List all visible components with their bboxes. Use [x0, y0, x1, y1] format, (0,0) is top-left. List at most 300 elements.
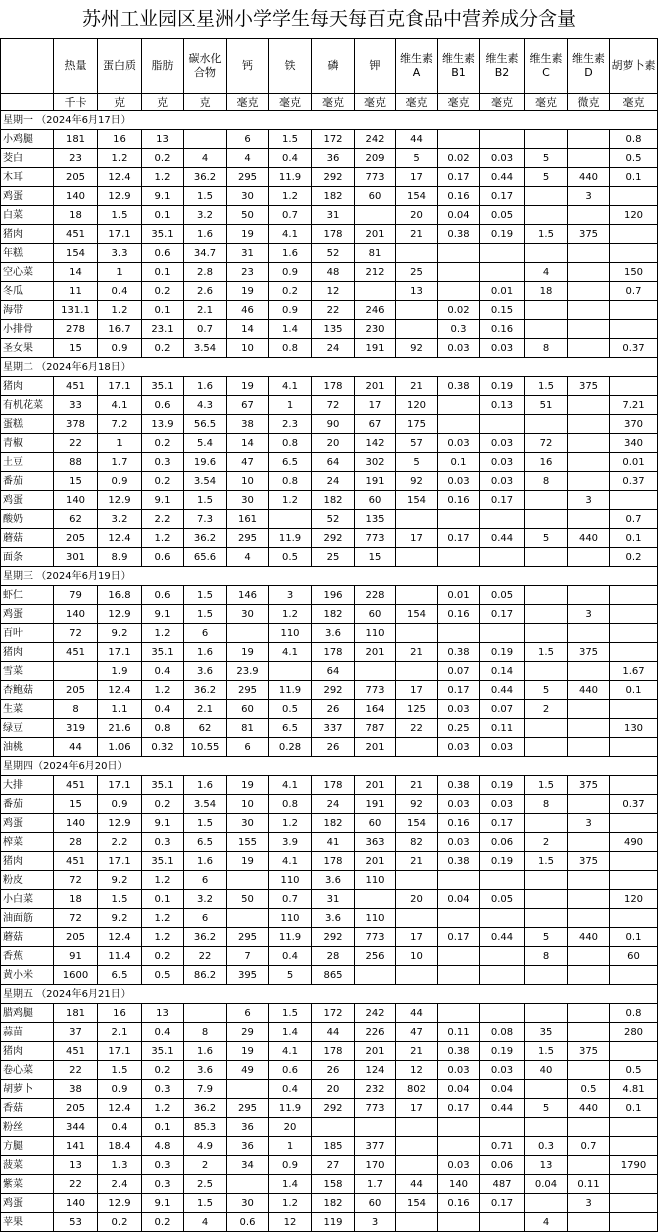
food-row: [1, 1194, 658, 1213]
nutrient-value: [610, 624, 658, 643]
nutrient-value: [480, 947, 525, 966]
nutrient-value: 13: [396, 282, 438, 301]
nutrient-value: 18: [54, 206, 98, 225]
nutrient-value: [610, 377, 658, 396]
food-name: 有机花菜: [1, 396, 54, 415]
nutrient-value: [355, 662, 396, 681]
nutrient-value: 3.54: [184, 795, 227, 814]
nutrient-value: 1.5: [525, 776, 568, 795]
nutrient-value: 1.5: [525, 852, 568, 871]
nutrient-value: 0.6: [142, 396, 184, 415]
nutrient-value: [610, 586, 658, 605]
nutrient-value: 4.1: [269, 643, 312, 662]
nutrient-value: 125: [396, 700, 438, 719]
food-name: 大排: [1, 776, 54, 795]
nutrient-value: 18: [525, 282, 568, 301]
nutrient-value: 29: [227, 1023, 269, 1042]
nutrient-value: 0.19: [480, 643, 525, 662]
nutrient-value: 0.8: [610, 1004, 658, 1023]
nutrient-value: 487: [480, 1175, 525, 1194]
nutrient-value: 17: [396, 681, 438, 700]
nutrient-value: 2.2: [142, 510, 184, 529]
nutrient-value: 0.7: [269, 890, 312, 909]
nutrient-value: [525, 871, 568, 890]
nutrient-value: 280: [610, 1023, 658, 1042]
nutrient-value: 41: [312, 833, 355, 852]
nutrient-value: 0.05: [480, 586, 525, 605]
nutrient-value: 40: [525, 1061, 568, 1080]
nutrient-value: 201: [355, 643, 396, 662]
nutrient-value: 44: [396, 130, 438, 149]
nutrient-value: 1.5: [269, 1004, 312, 1023]
nutrient-value: [568, 206, 610, 225]
nutrient-value: 0.04: [525, 1175, 568, 1194]
nutrient-value: [355, 890, 396, 909]
food-name: 海带: [1, 301, 54, 320]
nutrient-value: 3.6: [184, 1061, 227, 1080]
nutrient-value: 0.04: [438, 206, 480, 225]
nutrient-value: 36.2: [184, 1099, 227, 1118]
nutrient-value: 0.3: [142, 453, 184, 472]
food-row: [1, 225, 658, 244]
nutrient-value: 51: [525, 396, 568, 415]
unit-row: [1, 94, 658, 111]
food-name: 绿豆: [1, 719, 54, 738]
nutrient-value: 2.3: [269, 415, 312, 434]
nutrient-value: 0.03: [438, 339, 480, 358]
nutrient-value: 140: [54, 1194, 98, 1213]
nutrient-value: 0.9: [269, 301, 312, 320]
nutrient-value: [610, 1213, 658, 1232]
column-header: 铁: [269, 39, 312, 94]
nutrient-value: [480, 510, 525, 529]
nutrient-value: [480, 1213, 525, 1232]
unit-cell: 克: [184, 94, 227, 111]
food-row: [1, 548, 658, 567]
nutrient-value: 22: [184, 947, 227, 966]
nutrient-value: 0.16: [438, 187, 480, 206]
nutrient-value: 25: [312, 548, 355, 567]
nutrient-value: 62: [184, 719, 227, 738]
nutrient-value: [525, 738, 568, 757]
nutrient-value: 30: [227, 814, 269, 833]
nutrient-value: 0.37: [610, 472, 658, 491]
nutrient-value: 21: [396, 225, 438, 244]
nutrient-value: 0.6: [142, 244, 184, 263]
nutrient-value: 1.2: [269, 491, 312, 510]
nutrient-value: [568, 1023, 610, 1042]
nutrient-value: 82: [396, 833, 438, 852]
nutrient-value: 181: [54, 1004, 98, 1023]
nutrient-value: 0.03: [438, 434, 480, 453]
nutrient-value: 14: [227, 320, 269, 339]
nutrient-value: 0.38: [438, 776, 480, 795]
nutrient-value: [568, 244, 610, 263]
nutrient-value: 1.2: [269, 1194, 312, 1213]
nutrient-value: 0.5: [269, 548, 312, 567]
nutrient-value: 0.16: [480, 320, 525, 339]
food-name: 冬瓜: [1, 282, 54, 301]
unit-cell: 毫克: [396, 94, 438, 111]
food-name: 猪肉: [1, 852, 54, 871]
nutrient-value: 377: [355, 1137, 396, 1156]
nutrient-value: 7.9: [184, 1080, 227, 1099]
nutrient-value: 0.2: [142, 339, 184, 358]
food-name: 番茄: [1, 795, 54, 814]
nutrient-value: [568, 1118, 610, 1137]
nutrient-value: 0.17: [438, 1099, 480, 1118]
nutrient-value: 15: [54, 339, 98, 358]
food-row: [1, 453, 658, 472]
nutrient-value: 154: [396, 187, 438, 206]
nutrient-value: 1.2: [142, 871, 184, 890]
nutrient-value: 120: [396, 396, 438, 415]
nutrient-value: 12.9: [98, 187, 142, 206]
nutrient-value: 201: [355, 1042, 396, 1061]
day-label: 星期二 （2024年6月18日）: [1, 358, 658, 377]
nutrient-value: 16: [525, 453, 568, 472]
nutrient-value: 18: [54, 890, 98, 909]
day-label: 星期一 （2024年6月17日）: [1, 111, 658, 130]
nutrient-value: 0.19: [480, 1042, 525, 1061]
nutrient-value: 8.9: [98, 548, 142, 567]
column-header: 钾: [355, 39, 396, 94]
food-name: 蘑菇: [1, 928, 54, 947]
nutrient-value: 301: [54, 548, 98, 567]
nutrient-value: [227, 1175, 269, 1194]
nutrient-value: 12.9: [98, 1194, 142, 1213]
nutrient-value: 1.5: [184, 1194, 227, 1213]
nutrient-value: 17: [396, 1099, 438, 1118]
nutrient-value: 1.5: [525, 225, 568, 244]
food-name: 青椒: [1, 434, 54, 453]
nutrient-value: 67: [355, 415, 396, 434]
nutrient-value: 0.8: [269, 339, 312, 358]
food-row: [1, 814, 658, 833]
column-header: [1, 39, 54, 94]
nutrient-value: 12.4: [98, 529, 142, 548]
nutrient-value: [525, 719, 568, 738]
nutrient-value: [396, 662, 438, 681]
nutrient-value: 178: [312, 852, 355, 871]
nutrient-value: 11: [54, 282, 98, 301]
day-header-row: [1, 757, 658, 776]
food-name: 空心菜: [1, 263, 54, 282]
nutrient-value: 2.5: [184, 1175, 227, 1194]
nutrient-value: [610, 871, 658, 890]
food-row: [1, 206, 658, 225]
nutrient-value: [396, 624, 438, 643]
food-name: 百叶: [1, 624, 54, 643]
nutrient-value: 14: [227, 434, 269, 453]
nutrient-value: 81: [227, 719, 269, 738]
nutrient-value: 35: [525, 1023, 568, 1042]
nutrient-value: 0.8: [142, 719, 184, 738]
nutrient-value: 4: [525, 263, 568, 282]
nutrient-value: 21: [396, 776, 438, 795]
nutrient-value: 0.1: [610, 529, 658, 548]
nutrient-value: 201: [355, 738, 396, 757]
nutrient-value: 0.17: [438, 168, 480, 187]
nutrient-value: [568, 396, 610, 415]
nutrient-value: 6: [227, 130, 269, 149]
nutrient-value: 0.3: [438, 320, 480, 339]
column-header: 热量: [54, 39, 98, 94]
nutrient-value: 9.1: [142, 1194, 184, 1213]
nutrient-value: 0.03: [438, 700, 480, 719]
nutrient-value: [525, 301, 568, 320]
nutrient-value: 0.25: [438, 719, 480, 738]
nutrient-value: 205: [54, 928, 98, 947]
nutrient-value: 81: [355, 244, 396, 263]
nutrient-value: 24: [312, 472, 355, 491]
nutrient-value: 0.15: [480, 301, 525, 320]
nutrient-value: 0.7: [184, 320, 227, 339]
nutrient-value: 0.03: [480, 1061, 525, 1080]
nutrient-value: [438, 510, 480, 529]
nutrient-value: 34: [227, 1156, 269, 1175]
column-header: 维生素D: [568, 39, 610, 94]
nutrient-value: 135: [312, 320, 355, 339]
nutrient-value: 0.05: [480, 890, 525, 909]
nutrient-value: [610, 643, 658, 662]
nutrient-value: 0.2: [142, 947, 184, 966]
nutrient-value: [525, 966, 568, 985]
nutrient-value: [610, 1118, 658, 1137]
nutrient-value: 62: [54, 510, 98, 529]
nutrient-value: [525, 244, 568, 263]
food-row: [1, 1061, 658, 1080]
nutrient-value: [568, 719, 610, 738]
nutrient-value: [396, 1213, 438, 1232]
nutrient-value: 201: [355, 852, 396, 871]
day-header-row: [1, 567, 658, 586]
nutrient-value: 1.2: [142, 681, 184, 700]
nutrient-value: 23: [54, 149, 98, 168]
nutrient-value: 5: [269, 966, 312, 985]
nutrient-value: [438, 966, 480, 985]
nutrient-value: [610, 1175, 658, 1194]
food-name: 粉皮: [1, 871, 54, 890]
nutrient-value: [480, 1004, 525, 1023]
nutrient-value: 6: [184, 909, 227, 928]
nutrient-value: 1790: [610, 1156, 658, 1175]
nutrient-value: 60: [355, 187, 396, 206]
nutrient-value: 1.67: [610, 662, 658, 681]
nutrient-value: 35.1: [142, 852, 184, 871]
nutrient-value: 72: [54, 909, 98, 928]
nutrient-value: 110: [269, 624, 312, 643]
nutrient-value: [355, 206, 396, 225]
nutrient-value: 337: [312, 719, 355, 738]
nutrient-value: 14: [54, 263, 98, 282]
nutrient-value: 0.28: [269, 738, 312, 757]
nutrient-value: [525, 586, 568, 605]
nutrient-value: 181: [54, 130, 98, 149]
nutrient-value: 5.4: [184, 434, 227, 453]
unit-cell: [1, 94, 54, 111]
nutrient-value: 6.5: [269, 719, 312, 738]
nutrient-value: [568, 548, 610, 567]
nutrient-value: 242: [355, 1004, 396, 1023]
nutrient-value: 140: [54, 187, 98, 206]
food-row: [1, 681, 658, 700]
nutrient-value: [568, 966, 610, 985]
nutrient-value: 30: [227, 1194, 269, 1213]
nutrient-value: 0.9: [269, 1156, 312, 1175]
nutrient-value: [610, 605, 658, 624]
nutrient-value: 0.08: [480, 1023, 525, 1042]
nutrient-value: 20: [269, 1118, 312, 1137]
nutrient-value: 0.4: [142, 1023, 184, 1042]
nutrient-value: 0.9: [98, 1080, 142, 1099]
nutrient-value: 0.03: [480, 472, 525, 491]
nutrient-value: [525, 605, 568, 624]
nutrient-value: 375: [568, 1042, 610, 1061]
food-name: 油桃: [1, 738, 54, 757]
food-row: [1, 605, 658, 624]
nutrient-value: 17.1: [98, 776, 142, 795]
nutrient-value: 0.7: [610, 282, 658, 301]
nutrient-value: 1.6: [184, 776, 227, 795]
nutrient-value: 85.3: [184, 1118, 227, 1137]
nutrient-value: 37: [54, 1023, 98, 1042]
nutrient-value: [525, 1118, 568, 1137]
nutrient-value: 36.2: [184, 529, 227, 548]
nutrient-value: 15: [355, 548, 396, 567]
nutrient-value: 0.03: [480, 453, 525, 472]
nutrient-value: 35.1: [142, 225, 184, 244]
nutrient-value: 91: [54, 947, 98, 966]
nutrient-value: 110: [269, 909, 312, 928]
day-header-row: [1, 111, 658, 130]
nutrient-value: 24: [312, 339, 355, 358]
nutrient-value: 0.37: [610, 339, 658, 358]
nutrient-value: [396, 301, 438, 320]
nutrient-value: 120: [610, 206, 658, 225]
nutrient-value: 12.9: [98, 491, 142, 510]
nutrient-value: 178: [312, 1042, 355, 1061]
nutrient-value: 1.06: [98, 738, 142, 757]
food-row: [1, 1175, 658, 1194]
nutrient-value: 19: [227, 377, 269, 396]
nutrient-value: 0.03: [438, 472, 480, 491]
nutrient-value: [610, 320, 658, 339]
food-row: [1, 795, 658, 814]
nutrient-value: 1.6: [184, 643, 227, 662]
nutrient-value: 0.03: [480, 795, 525, 814]
nutrient-value: 49: [227, 1061, 269, 1080]
nutrient-value: [525, 1004, 568, 1023]
nutrient-value: [438, 263, 480, 282]
nutrient-value: 773: [355, 681, 396, 700]
food-row: [1, 624, 658, 643]
nutrient-value: 155: [227, 833, 269, 852]
nutrient-value: 0.2: [142, 149, 184, 168]
nutrient-value: [227, 1080, 269, 1099]
nutrient-value: 0.17: [438, 928, 480, 947]
nutrient-value: [438, 1213, 480, 1232]
food-name: 紫菜: [1, 1175, 54, 1194]
food-row: [1, 1004, 658, 1023]
nutrient-value: [480, 871, 525, 890]
nutrient-value: 8: [525, 472, 568, 491]
nutrient-value: 0.5: [610, 149, 658, 168]
nutrient-value: 131.1: [54, 301, 98, 320]
nutrient-value: 65.6: [184, 548, 227, 567]
nutrient-value: 12: [396, 1061, 438, 1080]
nutrient-value: 0.1: [610, 1099, 658, 1118]
nutrient-value: [568, 453, 610, 472]
day-header-row: [1, 985, 658, 1004]
nutrient-value: [610, 1194, 658, 1213]
nutrient-value: 0.11: [480, 719, 525, 738]
nutrient-value: 0.03: [480, 149, 525, 168]
nutrient-value: [610, 491, 658, 510]
food-row: [1, 719, 658, 738]
food-row: [1, 1080, 658, 1099]
nutrient-value: [227, 624, 269, 643]
nutrient-value: 773: [355, 1099, 396, 1118]
nutrient-value: 3.6: [312, 624, 355, 643]
nutrient-value: 0.3: [142, 1156, 184, 1175]
nutrient-value: [568, 339, 610, 358]
nutrient-value: 395: [227, 966, 269, 985]
nutrient-value: [438, 947, 480, 966]
nutrient-value: 0.07: [438, 662, 480, 681]
nutrient-value: 9.1: [142, 187, 184, 206]
nutrient-value: [438, 396, 480, 415]
food-name: 茭白: [1, 149, 54, 168]
nutrient-value: 7: [227, 947, 269, 966]
nutrient-value: 0.14: [480, 662, 525, 681]
food-row: [1, 263, 658, 282]
nutrient-value: [480, 909, 525, 928]
nutrient-value: 50: [227, 890, 269, 909]
nutrient-value: 15: [54, 472, 98, 491]
nutrient-value: 451: [54, 643, 98, 662]
unit-cell: 毫克: [438, 94, 480, 111]
nutrient-value: 124: [355, 1061, 396, 1080]
nutrient-value: 11.9: [269, 928, 312, 947]
nutrient-value: [525, 491, 568, 510]
nutrient-value: 44: [54, 738, 98, 757]
food-name: 猪肉: [1, 377, 54, 396]
nutrient-value: 25: [396, 263, 438, 282]
nutrient-value: 11.9: [269, 168, 312, 187]
nutrient-value: 53: [54, 1213, 98, 1232]
food-name: 白菜: [1, 206, 54, 225]
nutrient-value: 0.44: [480, 529, 525, 548]
nutrient-value: 201: [355, 776, 396, 795]
nutrient-value: 205: [54, 1099, 98, 1118]
food-row: [1, 662, 658, 681]
nutrient-value: [227, 909, 269, 928]
nutrient-value: 60: [227, 700, 269, 719]
nutrient-value: 48: [312, 263, 355, 282]
nutrient-value: 0.9: [98, 339, 142, 358]
nutrient-value: [396, 244, 438, 263]
food-row: [1, 149, 658, 168]
nutrient-value: 191: [355, 472, 396, 491]
nutrient-value: 17.1: [98, 377, 142, 396]
food-name: 雪菜: [1, 662, 54, 681]
nutrient-value: 1: [269, 1137, 312, 1156]
nutrient-value: [525, 1080, 568, 1099]
nutrient-value: 0.17: [438, 681, 480, 700]
nutrient-value: [568, 871, 610, 890]
food-row: [1, 776, 658, 795]
